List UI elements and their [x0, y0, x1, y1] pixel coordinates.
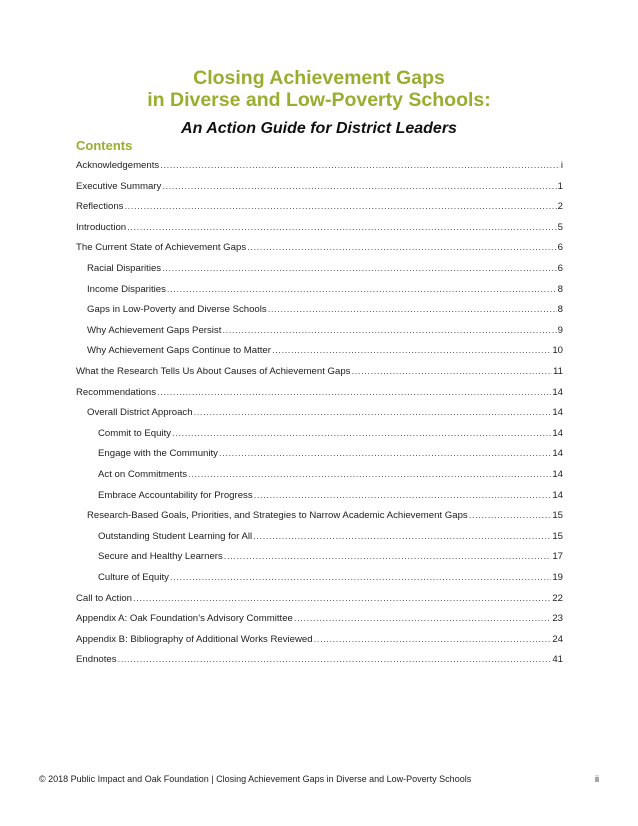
- page-footer: [39, 774, 599, 784]
- toc-entry[interactable]: [76, 386, 563, 400]
- toc-dot-leader: [160, 159, 560, 173]
- toc-entry-page: 23: [552, 613, 563, 625]
- toc-entry[interactable]: [76, 592, 563, 606]
- toc-entry-page: 15: [552, 510, 563, 522]
- toc-entry-page: 8: [557, 304, 563, 316]
- toc-entry[interactable]: [76, 653, 563, 667]
- toc-entry[interactable]: [76, 633, 563, 647]
- toc-entry-label: Acknowledgements: [76, 160, 160, 171]
- toc-entry-page: 5: [557, 221, 563, 233]
- toc-dot-leader: [118, 653, 552, 667]
- toc-entry-label: Act on Commitments: [98, 469, 188, 480]
- toc-entry-page: 19: [552, 572, 563, 583]
- toc-dot-leader: [162, 180, 556, 194]
- toc-dot-leader: [224, 550, 552, 564]
- toc-dot-leader: [222, 324, 556, 338]
- toc-entry[interactable]: [98, 550, 563, 564]
- toc-entry[interactable]: [98, 530, 563, 544]
- toc-entry-page: 41: [552, 654, 563, 666]
- toc-entry-label: Introduction: [76, 221, 127, 233]
- toc-entry-page: i: [560, 160, 563, 171]
- footer-text: © 2018 Public Impact and Oak Foundation | Closing Achievement Gaps in Diverse and Low-Poverty Schools: [39, 774, 472, 784]
- toc-entry-page: 14: [552, 427, 563, 439]
- toc-entry[interactable]: [87, 283, 563, 297]
- toc-entry[interactable]: [87, 344, 563, 358]
- toc-entry-label: Research-Based Goals, Priorities, and Strategies to Narrow Academic Achievement Gaps: [87, 510, 468, 522]
- toc-entry-page: 11: [553, 366, 563, 377]
- toc-entry-page: 14: [552, 386, 563, 398]
- toc-dot-leader: [247, 241, 557, 255]
- toc-dot-leader: [294, 612, 551, 626]
- toc-entry-label: Income Disparities: [87, 283, 166, 295]
- toc-dot-leader: [172, 427, 551, 441]
- toc-entry[interactable]: [87, 262, 563, 276]
- toc-entry-label: Appendix A: Oak Foundation’s Advisory Committee: [76, 613, 293, 625]
- toc-entry-label: Appendix B: Bibliography of Additional Works Reviewed: [76, 633, 313, 645]
- toc-entry-page: 10: [552, 345, 563, 357]
- toc-entry[interactable]: [87, 406, 563, 420]
- toc-entry-label: Recommendations: [76, 386, 156, 398]
- title-line-1: Closing Achievement Gaps: [193, 67, 445, 89]
- toc-entry[interactable]: [76, 180, 563, 194]
- toc-entry[interactable]: [98, 489, 563, 503]
- toc-dot-leader: [124, 200, 556, 214]
- toc-entry-label: Why Achievement Gaps Continue to Matter: [87, 345, 271, 357]
- toc-entry-label: Secure and Healthy Learners: [98, 551, 223, 563]
- toc-entry-label: Gaps in Low-Poverty and Diverse Schools: [87, 304, 267, 316]
- toc-entry-page: 14: [552, 489, 563, 501]
- toc-entry[interactable]: [87, 324, 563, 338]
- toc-entry[interactable]: [76, 221, 563, 235]
- toc-entry-page: 15: [552, 530, 563, 542]
- toc-entry[interactable]: [98, 427, 563, 441]
- toc-entry-label: What the Research Tells Us About Causes of Achievement Gaps: [76, 366, 351, 377]
- toc-entry-page: 1: [557, 180, 563, 192]
- toc-entry-page: 6: [557, 242, 563, 254]
- toc-dot-leader: [351, 365, 552, 379]
- subtitle: An Action Guide for District Leaders: [181, 120, 457, 137]
- toc-entry-page: 17: [552, 551, 563, 563]
- footer-page-number: ii: [595, 774, 599, 784]
- toc-entry-label: Embrace Accountability for Progress: [98, 489, 253, 501]
- toc-entry[interactable]: [76, 612, 563, 626]
- toc-entry-label: Reflections: [76, 201, 124, 213]
- toc-dot-leader: [162, 262, 557, 276]
- toc-entry-page: 6: [557, 263, 563, 274]
- toc-entry-label: Overall District Approach: [87, 407, 193, 419]
- toc-entry-page: 14: [552, 448, 563, 460]
- toc-dot-leader: [127, 221, 557, 235]
- toc-dot-leader: [188, 468, 551, 482]
- toc-entry-page: 9: [557, 324, 563, 336]
- toc-entry-label: The Current State of Achievement Gaps: [76, 242, 247, 254]
- toc-entry-page: 8: [557, 283, 563, 295]
- title-line-2: in Diverse and Low-Poverty Schools:: [147, 89, 491, 111]
- toc-dot-leader: [254, 489, 552, 503]
- toc-entry[interactable]: [87, 509, 563, 523]
- toc-entry-label: Engage with the Community: [98, 448, 218, 460]
- toc-entry-label: Culture of Equity: [98, 572, 169, 583]
- toc-entry[interactable]: [76, 241, 563, 255]
- toc-entry[interactable]: [98, 468, 563, 482]
- toc-entry[interactable]: [98, 447, 563, 461]
- toc-entry[interactable]: [76, 200, 563, 214]
- toc-entry-page: 22: [552, 592, 563, 604]
- toc-entry-label: Call to Action: [76, 592, 132, 604]
- toc-dot-leader: [314, 633, 552, 647]
- toc-dot-leader: [157, 386, 551, 400]
- toc-dot-leader: [133, 592, 551, 606]
- toc-entry-label: Why Achievement Gaps Persist: [87, 324, 222, 336]
- toc-dot-leader: [167, 283, 557, 297]
- toc-dot-leader: [469, 509, 552, 523]
- toc-entry-page: 2: [557, 201, 563, 213]
- toc-dot-leader: [219, 447, 551, 461]
- toc-entry-page: 24: [552, 633, 563, 645]
- toc-entry-page: 14: [552, 469, 563, 480]
- toc-dot-leader: [268, 303, 557, 317]
- contents-heading: Contents: [76, 138, 133, 153]
- toc-entry[interactable]: [76, 159, 563, 173]
- toc-entry[interactable]: [87, 303, 563, 317]
- toc-entry-label: Executive Summary: [76, 180, 162, 192]
- toc-entry-label: Racial Disparities: [87, 263, 162, 274]
- toc-dot-leader: [194, 406, 552, 420]
- toc-entry-label: Commit to Equity: [98, 427, 172, 439]
- toc-dot-leader: [170, 571, 551, 585]
- toc-dot-leader: [253, 530, 551, 544]
- toc-entry-label: Outstanding Student Learning for All: [98, 530, 253, 542]
- toc-entry[interactable]: [76, 365, 563, 379]
- toc-entry-label: Endnotes: [76, 654, 117, 666]
- toc-entry[interactable]: [98, 571, 563, 585]
- toc-dot-leader: [272, 344, 551, 358]
- toc-entry-page: 14: [552, 407, 563, 419]
